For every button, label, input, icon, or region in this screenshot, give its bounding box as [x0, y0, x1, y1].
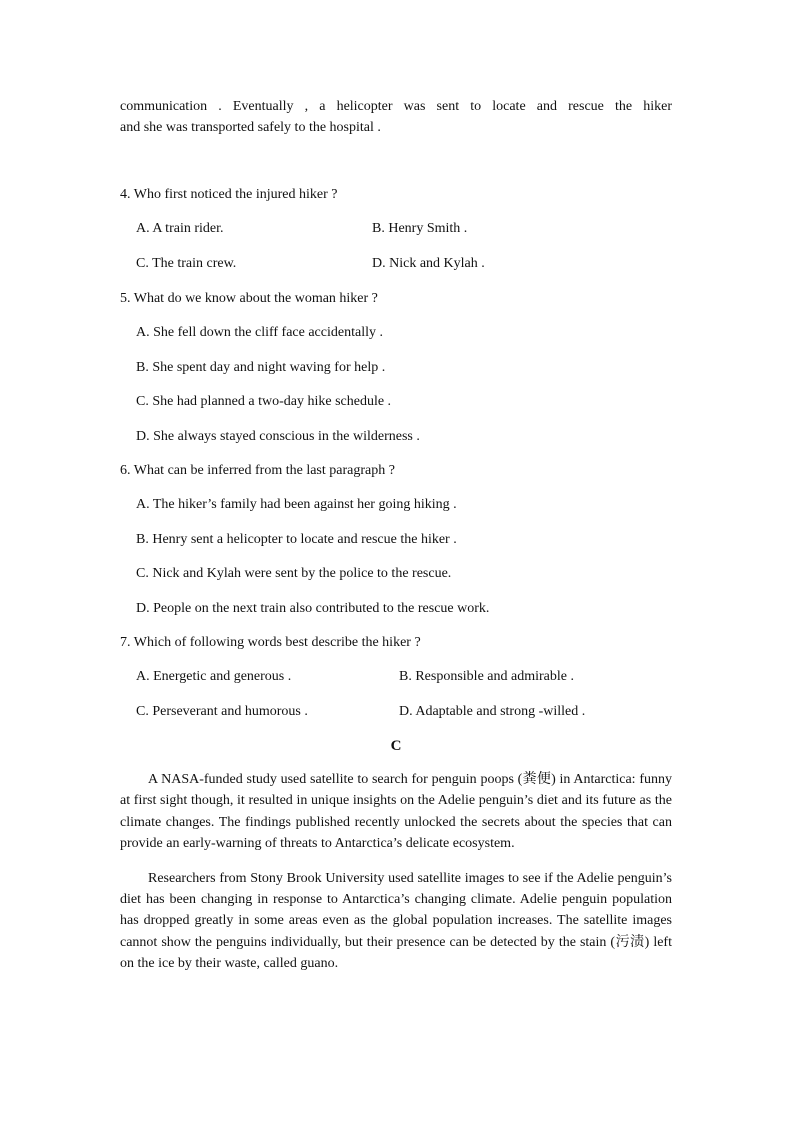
question-5 [120, 288, 672, 447]
option-d: D. She always stayed conscious in the wilderness . [136, 428, 420, 444]
intro-passage-end [120, 96, 672, 138]
option-a: A. A train rider. [136, 221, 224, 236]
question-stem: 6. What can be inferred from the last paragraph ? [120, 463, 395, 478]
question-stem: 5. What do we know about the woman hiker ? [120, 291, 378, 306]
option-b: B. She spent day and night waving for help . [136, 359, 386, 375]
option-c: C. Perseverant and humorous . [136, 704, 308, 719]
question-options [136, 322, 672, 447]
option-a: A. Energetic and generous . [136, 669, 292, 684]
option-b: B. Henry Smith . [372, 221, 468, 236]
document-page [120, 96, 672, 988]
option-b: B. Responsible and admirable . [399, 669, 574, 684]
question-stem: 7. Which of following words best describe the hiker ? [120, 635, 421, 650]
question-6 [120, 460, 672, 619]
option-c: C. The train crew. [136, 256, 237, 271]
option-c: C. Nick and Kylah were sent by the police to the rescue. [136, 566, 452, 581]
passage-paragraph-1: A NASA-funded study used satellite to search for penguin poops (粪便) in Antarctica: funny at first sight though, it resulted in unique insights on the Adelie penguin’s diet and its future as the climate changes. The findings published recently unlocked the secrets about the species that can provide an early-warning of threats to Antarctica’s delicate ecosystem. [120, 772, 672, 852]
question-options [136, 218, 672, 274]
option-d: D. Adaptable and strong -willed . [399, 704, 586, 719]
question-stem: 4. Who first noticed the injured hiker ? [120, 187, 338, 202]
option-c: C. She had planned a two-day hike schedule . [136, 394, 392, 409]
option-d: D. Nick and Kylah . [372, 256, 485, 271]
option-b: B. Henry sent a helicopter to locate and rescue the hiker . [136, 531, 457, 547]
option-a: A. She fell down the cliff face accidentally . [136, 325, 383, 340]
intro-line-2: and she was transported safely to the hospital . [120, 120, 381, 135]
question-4 [120, 184, 672, 274]
intro-line-1: communication . Eventually , a helicopter was sent to locate and rescue the hiker [120, 99, 672, 114]
question-options [136, 494, 672, 619]
section-heading: C [390, 738, 402, 754]
passage-paragraph-2: Researchers from Stony Brook University used satellite images to see if the Adelie penguin’s diet has been changing in response to Antarctica’s changing climate. Adelie penguin population has dropped greatly in some areas even as the global population increases. The satellite images cannot show the penguins individually, but their presence can be detected by the stain (污渍) left on the ice by their waste, called guano. [120, 870, 672, 972]
question-7 [120, 632, 672, 722]
option-a: A. The hiker’s family had been against her going hiking . [136, 497, 457, 512]
question-options [136, 666, 672, 722]
option-d: D. People on the next train also contributed to the rescue work. [136, 600, 490, 616]
